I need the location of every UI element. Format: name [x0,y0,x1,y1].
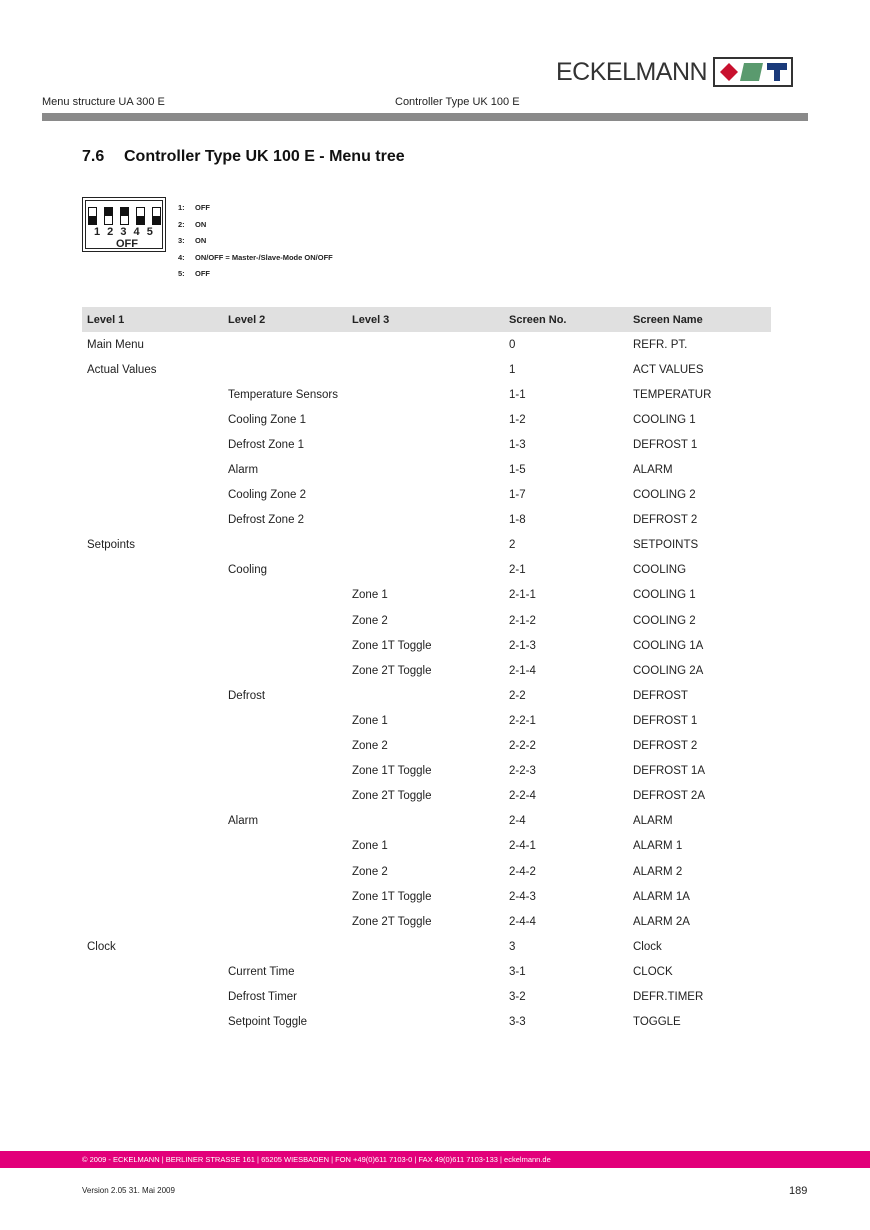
dip-switch-knob [137,216,144,224]
cell-screen-no: 2-2-1 [509,714,536,727]
header-divider [42,113,808,121]
table-row [82,357,771,382]
table-body [82,332,771,1035]
dip-switch-diagram [82,197,166,252]
table-row [82,332,771,357]
cell-screen-name: DEFROST 2 [633,740,698,753]
cell-screen-name: DEFROST [633,689,688,702]
dip-switch-4 [136,207,145,225]
header-level-1: Level 1 [87,313,125,326]
cell-screen-no: 2 [509,539,516,552]
cell-level-2: Defrost [228,689,266,702]
cell-screen-no: 2-1-2 [509,614,536,627]
cell-level-2: Setpoint Toggle [228,1016,308,1029]
cell-screen-no: 3-3 [509,1016,526,1029]
table-row [82,909,771,934]
cell-level-2: Defrost Zone 2 [228,514,305,527]
cell-screen-name: TOGGLE [633,1016,681,1029]
cell-level-1: Actual Values [87,363,157,376]
cell-screen-name: COOLING 2 [633,489,696,502]
table-row [82,884,771,909]
cell-level-3: Zone 2 [352,740,388,753]
dip-setting-value: ON [195,219,207,229]
menu-tree-table [82,307,771,1035]
dip-setting-item [178,233,333,250]
table-header [82,307,771,332]
table-row [82,809,771,834]
cell-screen-name: COOLING 2 [633,614,696,627]
cell-screen-no: 0 [509,338,516,351]
dip-setting-key: 1: [178,203,185,212]
table-row [82,583,771,608]
cell-screen-no: 2-2 [509,689,526,702]
brand-logo [556,57,793,87]
cell-screen-no: 2-1-4 [509,664,536,677]
cell-level-3: Zone 2 [352,865,388,878]
footer-address: © 2009 - ECKELMANN | BERLINER STRASSE 161 | 65205 WIESBADEN | FON +49(0)611 7103-0 | FAX 49(0)611 7103-133 | eckelmann.de [82,1155,551,1164]
header-screen-name: Screen Name [633,313,703,326]
table-row [82,382,771,407]
cell-screen-name: COOLING 1 [633,413,696,426]
cell-level-2: Cooling Zone 1 [228,413,306,426]
dip-setting-value: ON [195,236,207,245]
cell-screen-name: CLOCK [633,965,673,978]
cell-screen-name: COOLING 1 [633,589,696,602]
cell-level-3: Zone 2 [352,614,388,627]
cell-screen-no: 2-1-1 [509,589,536,602]
cell-screen-no: 2-2-4 [509,790,536,803]
dip-switch-knob [89,216,96,224]
cell-screen-name: DEFROST 1 [633,714,698,727]
section-number: 7.6 [82,148,105,165]
table-row [82,784,771,809]
cell-level-2: Temperature Sensors [228,388,338,401]
cell-screen-name: DEFROST 2A [633,790,705,803]
cell-screen-no: 2-4 [509,815,526,828]
cell-level-3: Zone 1T Toggle [352,890,432,903]
dip-switch-off-label: OFF [116,238,138,250]
dip-switch-5 [152,207,161,225]
cell-level-1: Main Menu [87,338,144,351]
cell-screen-no: 2-1-3 [509,639,536,652]
cell-screen-name: DEFROST 1 [633,438,698,451]
dip-setting-value: OFF [195,203,210,212]
cell-screen-no: 1-3 [509,438,526,451]
dip-switch-3 [120,207,129,225]
header-document-title: Menu structure UA 300 E [42,96,165,108]
dip-setting-item [178,217,333,234]
cell-screen-name: Clock [633,940,662,953]
dip-switch-knob [121,208,128,216]
cell-screen-no: 2-4-4 [509,915,536,928]
header-level-2: Level 2 [228,313,266,326]
cell-level-2: Current Time [228,965,295,978]
cell-level-2: Defrost Timer [228,990,298,1003]
cell-screen-no: 3-1 [509,965,526,978]
cell-level-2: Alarm [228,464,259,477]
table-row [82,859,771,884]
table-row [82,759,771,784]
table-row [82,608,771,633]
cell-screen-name: DEFR.TIMER [633,990,704,1003]
dip-settings-list [178,200,333,283]
dip-setting-key: 3: [178,236,185,245]
cell-level-3: Zone 2T Toggle [352,915,432,928]
table-row [82,1010,771,1035]
cell-screen-name: ALARM 2 [633,865,683,878]
table-row [82,457,771,482]
cell-screen-no: 2-4-1 [509,840,536,853]
table-row [82,407,771,432]
cell-screen-name: DEFROST 1A [633,765,705,778]
cell-screen-name: ALARM 1 [633,840,683,853]
table-row [82,934,771,959]
footer-version: Version 2.05 31. Mai 2009 [82,1186,175,1195]
cell-screen-no: 2-4-2 [509,865,536,878]
table-row [82,633,771,658]
cell-screen-name: REFR. PT. [633,338,688,351]
table-row [82,432,771,457]
dip-setting-value: ON/OFF = Master-/Slave-Mode ON/OFF [195,252,333,262]
cell-screen-name: SETPOINTS [633,539,699,552]
cell-level-2: Cooling [228,564,267,577]
dip-setting-item [178,200,333,217]
cell-screen-name: ACT VALUES [633,363,704,376]
table-row [82,508,771,533]
cell-level-3: Zone 1T Toggle [352,639,432,652]
cell-screen-name: DEFROST 2 [633,514,698,527]
cell-screen-no: 1-5 [509,464,526,477]
cell-level-2: Alarm [228,815,259,828]
dip-switch-1 [88,207,97,225]
cell-screen-no: 1-8 [509,514,526,527]
dip-setting-item [178,266,333,283]
header-section-title: Controller Type UK 100 E [395,96,520,108]
brand-mark-icon [713,57,793,87]
header-level-3: Level 3 [352,313,390,326]
cell-screen-no: 2-2-2 [509,740,536,753]
dip-setting-item [178,250,333,267]
cell-level-3: Zone 2T Toggle [352,664,432,677]
header-screen-no: Screen No. [509,313,567,326]
cell-level-3: Zone 1 [352,589,388,602]
section-heading [82,148,405,166]
cell-screen-no: 1-2 [509,413,526,426]
dip-switch-2 [104,207,113,225]
dip-setting-value: OFF [195,269,210,278]
dip-switch-knob [153,216,160,224]
table-row [82,834,771,859]
cell-screen-name: ALARM 1A [633,890,690,903]
cell-level-3: Zone 1 [352,840,388,853]
cell-screen-name: ALARM [633,464,673,477]
cell-screen-no: 2-1 [509,564,526,577]
table-row [82,558,771,583]
cell-screen-no: 1 [509,363,516,376]
cell-screen-name: COOLING [633,564,687,577]
cell-level-2: Cooling Zone 2 [228,489,306,502]
table-row [82,483,771,508]
cell-screen-no: 3 [509,940,516,953]
dip-setting-key: 4: [178,252,185,262]
cell-screen-no: 2-4-3 [509,890,536,903]
cell-level-1: Clock [87,940,116,953]
page-number: 189 [789,1185,808,1197]
table-row [82,533,771,558]
section-title: Controller Type UK 100 E - Menu tree [124,148,405,165]
cell-screen-name: COOLING 2A [633,664,704,677]
cell-screen-no: 1-7 [509,489,526,502]
table-row [82,959,771,984]
table-row [82,683,771,708]
cell-level-3: Zone 2T Toggle [352,790,432,803]
cell-screen-name: ALARM [633,815,673,828]
cell-screen-no: 1-1 [509,388,526,401]
dip-switch-knob [105,208,112,216]
cell-screen-name: COOLING 1A [633,639,704,652]
cell-screen-name: ALARM 2A [633,915,690,928]
table-row [82,984,771,1009]
cell-level-1: Setpoints [87,539,135,552]
table-row [82,734,771,759]
cell-screen-name: TEMPERATUR [633,388,712,401]
cell-level-2: Defrost Zone 1 [228,438,305,451]
cell-level-3: Zone 1 [352,714,388,727]
dip-setting-key: 5: [178,269,185,278]
cell-screen-no: 3-2 [509,990,526,1003]
cell-level-3: Zone 1T Toggle [352,765,432,778]
dip-setting-key: 2: [178,219,185,229]
cell-screen-no: 2-2-3 [509,765,536,778]
dip-switch-numbers: 1 2 3 4 5 [94,226,154,238]
brand-name: ECKELMANN [556,58,708,86]
table-row [82,708,771,733]
table-row [82,658,771,683]
